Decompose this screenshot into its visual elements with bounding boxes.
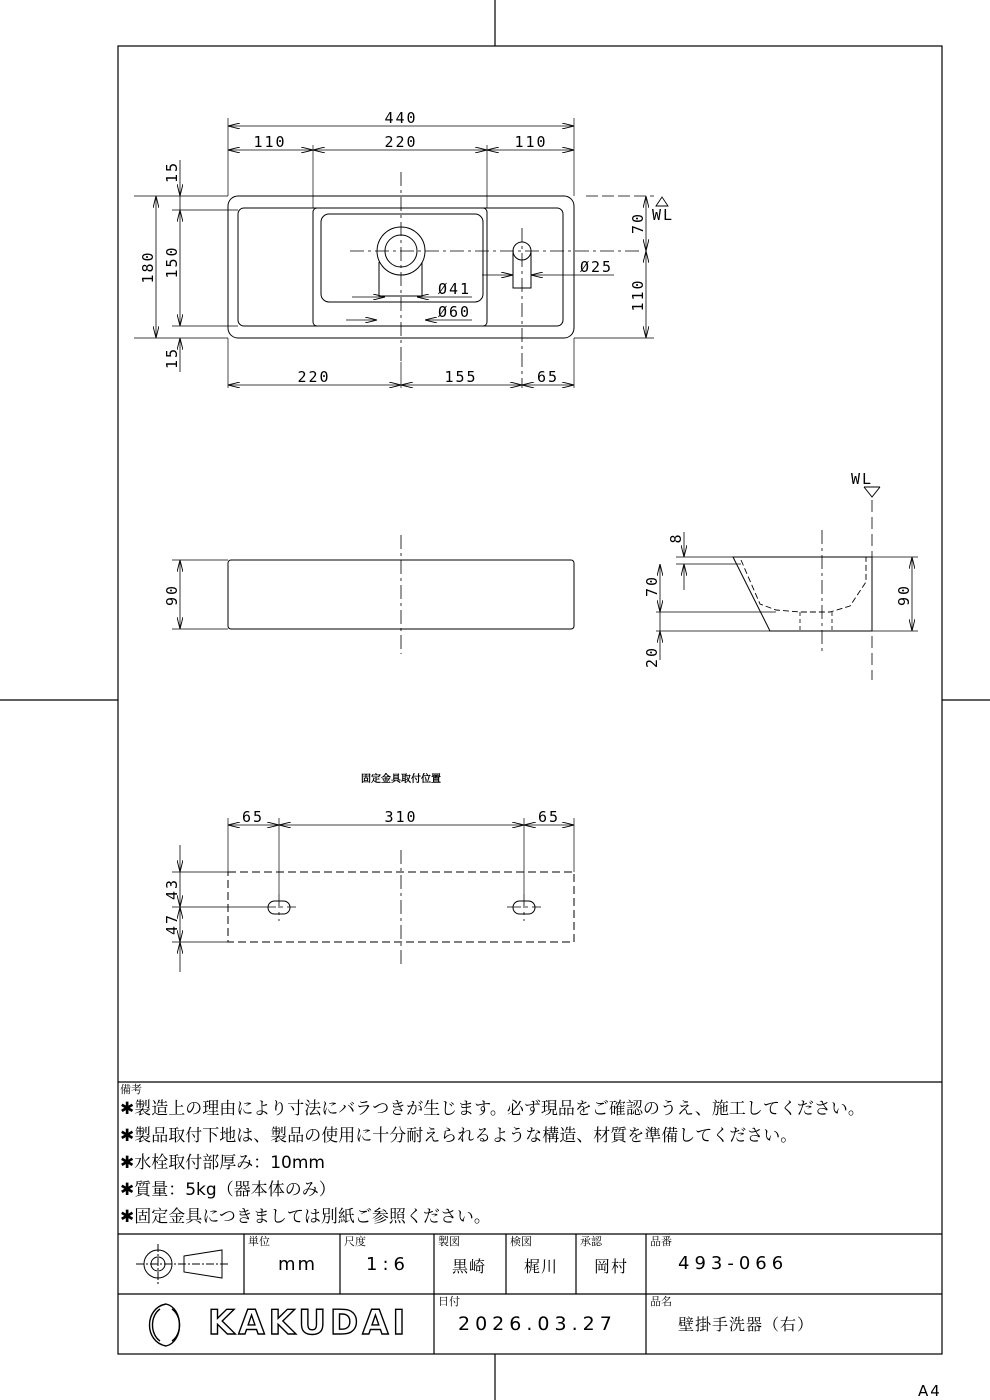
bracket-dim-right: 65 (537, 808, 561, 826)
dim-bottom-margin: 15 (163, 346, 181, 370)
note-line: ✱水栓取付部厚み：10mm (120, 1153, 325, 1173)
dim-drain-offset: 110 (629, 278, 647, 312)
scale-value: 1:6 (366, 1254, 410, 1275)
checked-value: 梶川 (524, 1257, 559, 1276)
front-view (172, 535, 574, 654)
wl-label: WL (652, 206, 675, 224)
bracket-dim-center: 310 (384, 808, 418, 826)
drawn-value: 黒崎 (452, 1257, 487, 1276)
checked-cell (506, 1234, 576, 1294)
dim-pos-right: 65 (536, 368, 560, 386)
side-outline (733, 557, 872, 631)
side-bottom: 20 (643, 645, 661, 669)
date-label: 日付 (438, 1295, 460, 1308)
dim-inner-depth: 150 (163, 245, 181, 279)
unit-cell (244, 1234, 340, 1294)
product-label: 品名 (650, 1295, 672, 1308)
dim-bowl-width: 220 (384, 133, 418, 151)
plan-view-labels (139, 109, 674, 386)
dim-wl-offset: 70 (629, 211, 647, 235)
date-value: 2026.03.27 (458, 1313, 617, 1335)
date-cell (434, 1294, 646, 1354)
approved-label: 承認 (580, 1235, 602, 1248)
drawn-cell (434, 1234, 506, 1294)
product-cell (646, 1294, 942, 1354)
note-line: ✱製造上の理由により寸法にバラつきが生じます。必ず現品をご確認のうえ、施工してください。 (120, 1099, 865, 1119)
scale-label: 尺度 (344, 1235, 366, 1248)
part-no-value: 493-066 (678, 1253, 789, 1274)
dim-left-width: 110 (253, 133, 287, 151)
dim-right-width: 110 (514, 133, 548, 151)
note-line: ✱製品取付下地は、製品の使用に十分耐えられるような構造、材質を準備してください。 (120, 1126, 798, 1146)
dim-overall-width: 440 (384, 109, 418, 127)
tap-hole-dia: Ø25 (580, 258, 614, 276)
side-wl-label: WL (851, 470, 874, 488)
product-value: 壁掛手洗器（右） (678, 1315, 815, 1334)
side-height: 90 (895, 583, 913, 607)
bracket-dim-lower: 47 (163, 912, 181, 936)
unit-label: 単位 (248, 1235, 270, 1248)
notes-title: 備考 (120, 1083, 142, 1096)
side-view (656, 487, 918, 680)
sheet-size: A4 (918, 1382, 942, 1400)
kakudai-logo-icon (150, 1304, 180, 1346)
dim-pos-mid: 155 (444, 368, 478, 386)
bracket-view (172, 818, 574, 972)
projection-symbol-icon (136, 1244, 230, 1284)
plan-view (134, 118, 668, 388)
drain-dia-outer: Ø60 (438, 303, 472, 321)
scale-cell (340, 1234, 434, 1294)
unit-value: mm (278, 1254, 318, 1275)
company-name: KAKUDAI (208, 1303, 410, 1343)
approved-value: 岡村 (594, 1257, 629, 1276)
drain-dia-inner: Ø41 (438, 280, 472, 298)
side-bowl-depth: 70 (643, 574, 661, 598)
side-rim: 8 (667, 532, 685, 544)
note-line: ✱質量：5kg（器本体のみ） (120, 1180, 336, 1200)
approved-cell (576, 1234, 646, 1294)
bracket-dim-upper: 43 (163, 877, 181, 901)
part-no-label: 品番 (650, 1235, 672, 1248)
dim-pos-left: 220 (297, 368, 331, 386)
dim-overall-depth: 180 (139, 250, 157, 284)
part-no-cell (646, 1234, 942, 1294)
bracket-view-title: 固定金具取付位置 (361, 774, 441, 785)
note-line: ✱固定金具につきましては別紙ご参照ください。 (120, 1207, 491, 1227)
bracket-dim-left: 65 (241, 808, 265, 826)
drawn-label: 製図 (438, 1235, 460, 1248)
checked-label: 検図 (510, 1235, 532, 1248)
dim-top-margin: 15 (163, 160, 181, 184)
front-height: 90 (163, 583, 181, 607)
notes-section (118, 1084, 940, 1231)
